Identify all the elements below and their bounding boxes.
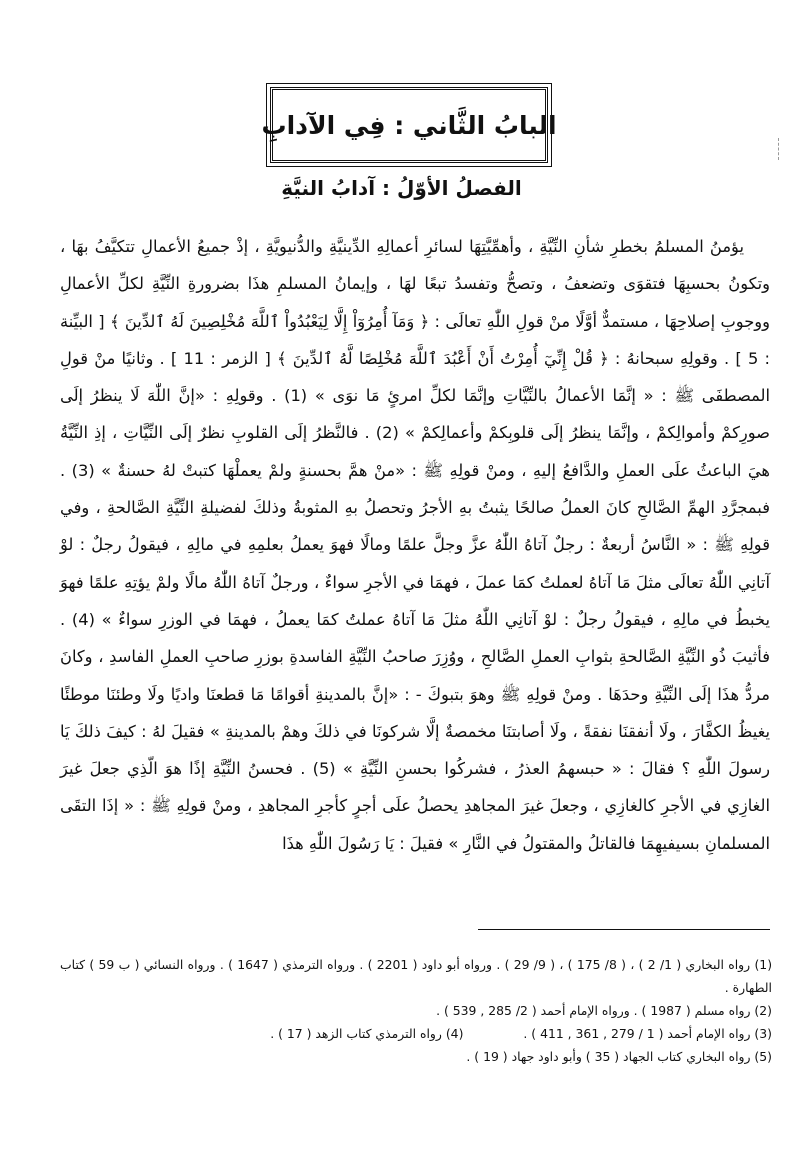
- body-text: [60, 228, 770, 862]
- footnote-separator: [478, 929, 770, 930]
- footnotes: [60, 953, 772, 1068]
- footnote-5: (5) رواه البخاري كتاب الجهاد ( 35 ) وأبو داود جهاد ( 19 ) .: [466, 1049, 772, 1064]
- margin-mark: [778, 138, 780, 160]
- footnote-row: [60, 1022, 772, 1045]
- body-paragraph: يؤمنُ المسلمُ بخطرِ شأنِ النِّيَّةِ ، وأهمِّيَّتِهَا لسائرِ أعمالِهِ الدِّينيَّةِ والدُّنيويَّةِ ، إذْ جميعُ الأعمالِ تتكيَّفُ بهَا ، وتكونُ بحسبِهَا فتقوَى وتضعفُ ، وتصحُّ وتفسدُ تبعًا لهَا ، وإيمانُ المسلمِ هذَا بضرورةِ النِّيَّةِ لكلِّ الأعمالِ ووجوبِ إصلاحِهَا ، مستمدٌّ أوَّلًا منْ قولِ اللّٰهِ تعالَى : ﴿ وَمَآ أُمِرُوٓاْ إِلَّا لِيَعْبُدُواْ ٱللَّهَ مُخْلِصِينَ لَهُ ٱلدِّينَ ﴾ [ البيِّنة : 5 ] . وقولِهِ سبحانهُ : ﴿ قُلْ إِنِّيٓ أُمِرْتُ أَنْ أَعْبُدَ ٱللَّهَ مُخْلِصًا لَّهُ ٱلدِّينَ ﴾ [ الزمر : 11 ] . وثانيًا منْ قولِ المصطفَى ﷺ : « إنَّمَا الأعمالُ بالنِّيَّاتِ وإنَّمَا لكلِّ امرئٍ مَا نوَى » (1) . وقولِهِ : «إنَّ اللّٰهَ لَا ينظرُ إلَى صورِكمْ وأموالِكمْ ، وإنَّمَا ينظرُ إلَى قلوبِكمْ وأعمالِكمْ » (2) . فالنَّظرُ إلَى القلوبِ نظرٌ إلَى النِّيَّاتِ ، إذِ النِّيَّةُ هيَ الباعثُ علَى العملِ والدَّافعُ إليهِ ، ومنْ قولِهِ ﷺ : «منْ همَّ بحسنةٍ ولمْ يعملْهَا كتبتْ لهُ حسنةٌ » (3) . فبمجرَّدِ الهمِّ الصَّالحِ كانَ العملُ صالحًا يثبتُ بهِ الأجرُ وتحصلُ بهِ المثوبةُ وذلكَ لفضيلةِ النِّيَّةِ الصَّالحةِ ، وفي قولِهِ ﷺ : « النَّاسُ أربعةٌ : رجلٌ آتاهُ اللّٰهُ عزَّ وجلَّ علمًا ومالًا فهوَ يعملُ بعلمِهِ في مالِهِ ، فيقولُ رجلٌ : لوْ آتانِي اللّٰهُ تعالَى مثلَ مَا آتاهُ لعملتُ كمَا عملَ ، فهمَا في الأجرِ سواءٌ ، ورجلٌ آتاهُ اللّٰهُ مالًا ولمْ يؤتِهِ علمًا فهوَ يخبطُ في مالِهِ ، فيقولُ رجلٌ : لوْ آتانِي اللّٰهُ مثلَ مَا آتاهُ عملتُ كمَا يعملُ ، فهمَا في الوزرِ سواءٌ » (4) . فأثيبَ ذُو النِّيَّةِ الصَّالحةِ بثوابِ العملِ الصَّالحِ ، ووُزِرَ صاحبُ النِّيَّةِ الفاسدةِ بوزرِ صاحبِ العملِ الفاسدِ ، وكانَ مردُّ هذَا إلَى النِّيَّةِ وحدَهَا . ومنْ قولِهِ ﷺ وهوَ بتبوكَ - : «إنَّ بالمدينةِ أقوامًا مَا قطعنَا واديًا ولَا وطئنَا موطئًا يغيظُ الكفَّارَ ، ولَا أنفقنَا نفقةً ، ولَا أصابتنَا مخمصةٌ إلَّا شركونَا في ذلكَ وهمْ بالمدينةِ » فقيلَ لهُ : كيفَ ذلكَ يَا رسولَ اللّٰهِ ؟ فقالَ : « حبسهمُ العذرُ ، فشركُوا بحسنِ النِّيَّةِ » (5) . فحسنُ النِّيَّةِ إذًا هوَ الّذِي جعلَ غيرَ الغازِي في الأجرِ كالغازِي ، وجعلَ غيرَ المجاهدِ يحصلُ علَى أجرٍ كأجرِ المجاهدِ ، ومنْ قولِهِ ﷺ : « إذَا التقَى المسلمانِ بسيفيهِمَا فالقاتلُ والمقتولُ في النَّارِ » فقيلَ : يَا رَسُولَ اللّٰهِ هذَا: [60, 237, 771, 853]
- chapter-title-box: [261, 87, 557, 163]
- footnote-2: (2) رواه مسلم ( 1987 ) . ورواه الإمام أحمد ( 2/ 285 , 539 ) .: [436, 1003, 772, 1018]
- footnote-3: (3) رواه الإمام أحمد ( 1 / 279 , 361 , 411 ) .: [523, 1026, 772, 1041]
- section-title: الفصلُ الأوّلُ : آدابُ النيَّةِ: [281, 176, 522, 200]
- footnote-4: (4) رواه الترمذي كتاب الزهد ( 17 ) .: [270, 1026, 464, 1041]
- footnote-1: (1) رواه البخاري ( 1/ 2 ) ، ( 8/ 175 ) ، ( 9/ 29 ) . ورواه أبو داود ( 2201 ) . ورواه الترمذي ( 1647 ) . ورواه النسائي ( ب 59 ) كتاب الطهارة .: [60, 957, 773, 995]
- chapter-title: البابُ الثَّاني : فِي الآدابِ: [261, 110, 557, 140]
